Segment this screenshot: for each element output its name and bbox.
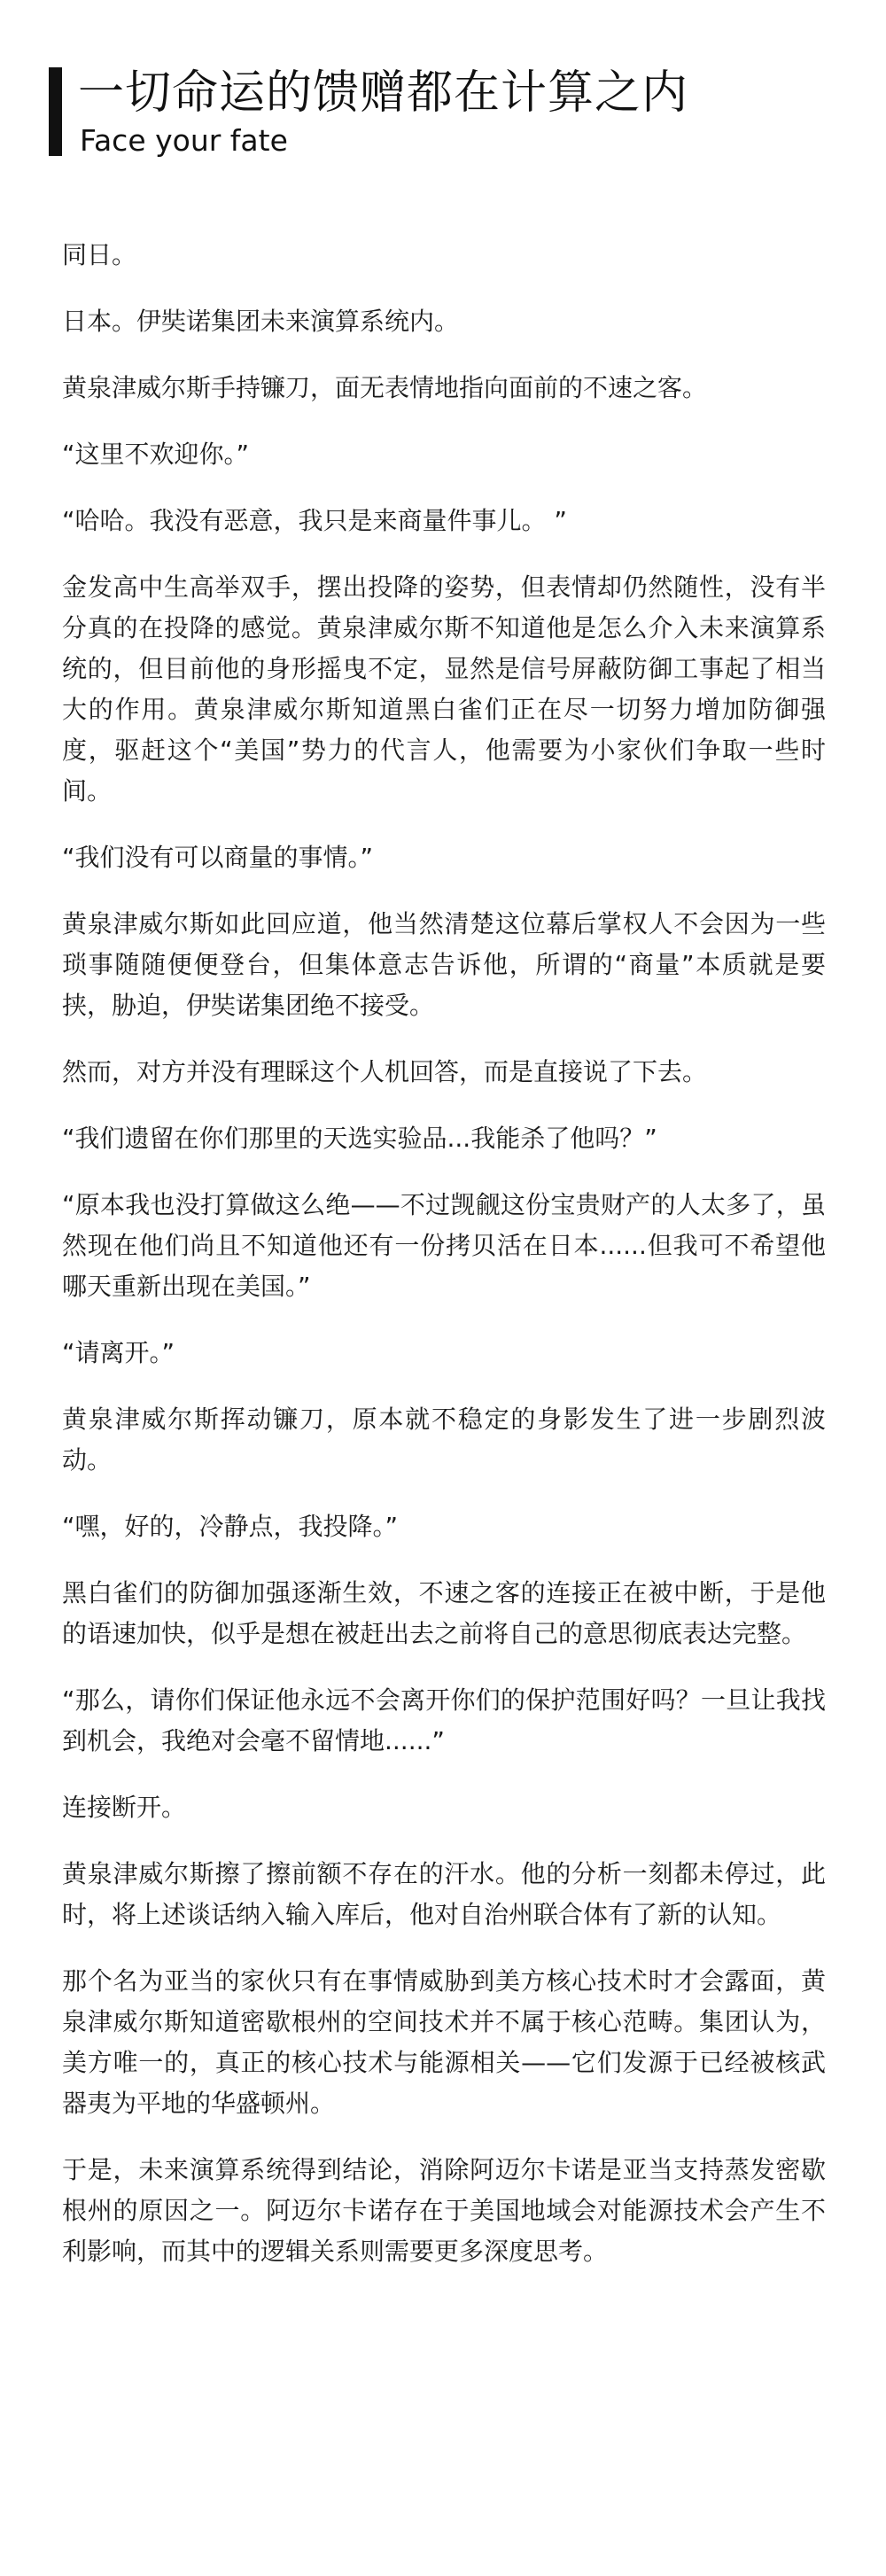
paragraph: 黑白雀们的防御加强逐渐生效，不速之客的连接正在被中断，于是他的语速加快，似乎是想在被赶出去之前将自己的意思彻底表达完整。: [62, 1578, 826, 1648]
paragraph: 黄泉津威尔斯如此回应道，他当然清楚这位幕后掌权人不会因为一些琐事随随便便登台，但集体意志告诉他，所谓的“商量”本质就是要挟，胁迫，伊奘诺集团绝不接受。: [62, 909, 826, 1020]
paragraph: 连接断开。: [62, 1793, 187, 1822]
page-subtitle: Face your fate: [80, 123, 288, 158]
paragraph: 于是，未来演算系统得到结论，消除阿迈尔卡诺是亚当支持蒸发密歇根州的原因之一。阿迈尔卡诺存在于美国地域会对能源技术会产生不利影响，而其中的逻辑关系则需要更多深度思考。: [62, 2155, 826, 2266]
paragraph: “那么，请你们保证他永远不会离开你们的保护范围好吗？一旦让我找到机会，我绝对会毫不留情地......”: [62, 1685, 826, 1755]
paragraph: 然而，对方并没有理睬这个人机回答，而是直接说了下去。: [62, 1057, 708, 1086]
paragraph: 那个名为亚当的家伙只有在事情威胁到美方核心技术时才会露面，黄泉津威尔斯知道密歇根州的空间技术并不属于核心范畴。集团认为，美方唯一的，真正的核心技术与能源相关——它们发源于已经被核武器夷为平地的华盛顿州。: [62, 1966, 826, 2118]
paragraph: 金发高中生高举双手，摆出投降的姿势，但表情却仍然随性，没有半分真的在投降的感觉。黄泉津威尔斯不知道他是怎么介入未来演算系统的，但目前他的身形摇曳不定，显然是信号屏蔽防御工事起了相当大的作用。黄泉津威尔斯知道黑白雀们正在尽一切努力增加防御强度，驱赶这个“美国”势力的代言人，他需要为小家伙们争取一些时间。: [62, 572, 826, 805]
paragraph: 日本。伊奘诺集团未来演算系统内。: [62, 307, 460, 336]
paragraph: 黄泉津威尔斯挥动镰刀，原本就不稳定的身影发生了进一步剧烈波动。: [62, 1405, 826, 1475]
paragraph: “哈哈。我没有恶意，我只是来商量件事儿。 ”: [62, 506, 567, 535]
article-body: [62, 235, 826, 2298]
article-header: [49, 64, 846, 161]
paragraph: “我们没有可以商量的事情。”: [62, 843, 374, 872]
paragraph: “嘿，好的，冷静点，我投降。”: [62, 1512, 399, 1541]
paragraph: “我们遗留在你们那里的天选实验品...我能杀了他吗？”: [62, 1124, 657, 1153]
paragraph: “这里不欢迎你。”: [62, 440, 250, 469]
paragraph: “请离开。”: [62, 1338, 175, 1367]
paragraph: 同日。: [62, 240, 137, 269]
paragraph: “原本我也没打算做这么绝——不过觊觎这份宝贵财产的人太多了，虽然现在他们尚且不知道他还有一份拷贝活在日本......但我可不希望他哪天重新出现在美国。”: [62, 1190, 826, 1301]
page-title: 一切命运的馈赠都在计算之内: [78, 66, 689, 120]
paragraph: 黄泉津威尔斯擦了擦前额不存在的汗水。他的分析一刻都未停过，此时，将上述谈话纳入输入库后，他对自治州联合体有了新的认知。: [62, 1859, 826, 1929]
title-accent-bar: [49, 67, 62, 156]
paragraph: 黄泉津威尔斯手持镰刀，面无表情地指向面前的不速之客。: [62, 373, 708, 402]
